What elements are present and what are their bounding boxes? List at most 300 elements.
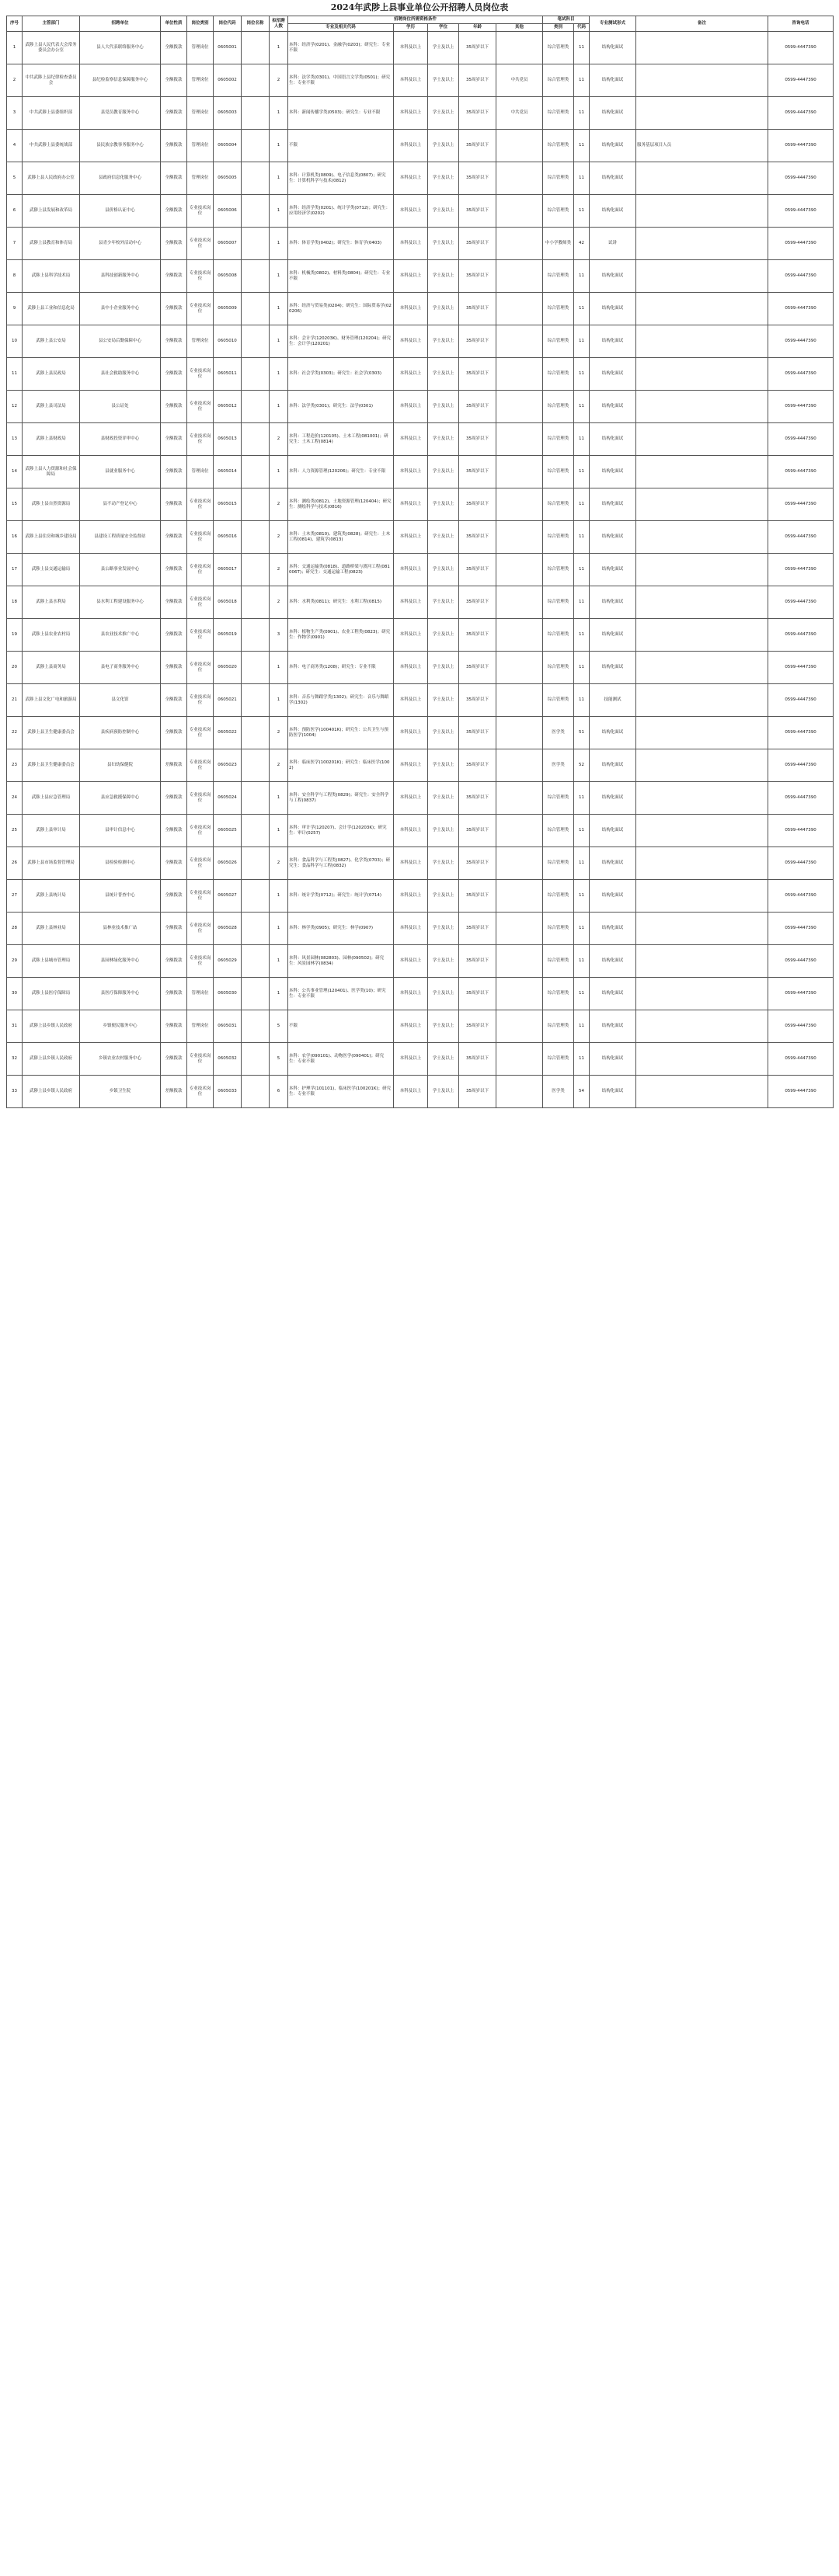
cell-etype: 综合管理类 xyxy=(543,391,574,423)
cell-degree: 学士及以上 xyxy=(428,97,459,130)
cell-remark xyxy=(636,945,768,978)
cell-age: 35周岁以下 xyxy=(459,717,496,749)
cell-dept: 武陟上县财政局 xyxy=(23,423,80,456)
table-row xyxy=(7,586,834,619)
cell-degree: 学士及以上 xyxy=(428,782,459,815)
cell-name xyxy=(242,521,270,554)
cell-age: 35周岁以下 xyxy=(459,847,496,880)
cell-code: 0605032 xyxy=(214,1043,242,1076)
cell-name xyxy=(242,358,270,391)
cell-degree: 学士及以上 xyxy=(428,195,459,228)
cell-nature: 全额拨款 xyxy=(161,358,187,391)
cell-code: 0605016 xyxy=(214,521,242,554)
cell-unit: 县公安局后勤保障中心 xyxy=(80,325,161,358)
cell-unit: 县价格认证中心 xyxy=(80,195,161,228)
cell-degree: 学士及以上 xyxy=(428,391,459,423)
cell-interview: 结构化面试 xyxy=(590,162,636,195)
cell-num: 1 xyxy=(270,97,288,130)
cell-degree: 学士及以上 xyxy=(428,32,459,64)
cell-nature: 全额拨款 xyxy=(161,782,187,815)
cell-unit: 县园林绿化服务中心 xyxy=(80,945,161,978)
cell-edu: 本科及以上 xyxy=(394,978,428,1010)
cell-degree: 学士及以上 xyxy=(428,1010,459,1043)
cell-degree: 学士及以上 xyxy=(428,913,459,945)
cell-edu: 本科及以上 xyxy=(394,913,428,945)
cell-other xyxy=(496,684,543,717)
cell-degree: 学士及以上 xyxy=(428,880,459,913)
header-exam-code: 代码 xyxy=(574,24,590,32)
cell-etype: 综合管理类 xyxy=(543,880,574,913)
cell-age: 35周岁以下 xyxy=(459,1010,496,1043)
cell-num: 5 xyxy=(270,1010,288,1043)
cell-phone: 0599-4447390 xyxy=(768,847,834,880)
cell-dept: 武陟上县工业和信息化局 xyxy=(23,293,80,325)
cell-unit: 县统计普查中心 xyxy=(80,880,161,913)
cell-major: 本科：植物生产类(0901)、农业工程类(0823)；研究生：作物学(0901) xyxy=(288,619,394,652)
cell-code: 0605027 xyxy=(214,880,242,913)
cell-interview: 结构化面试 xyxy=(590,1010,636,1043)
cell-name xyxy=(242,684,270,717)
cell-phone: 0599-4447390 xyxy=(768,260,834,293)
cell-edu: 本科及以上 xyxy=(394,97,428,130)
cell-degree: 学士及以上 xyxy=(428,64,459,97)
cell-name xyxy=(242,32,270,64)
cell-name xyxy=(242,97,270,130)
cell-interview: 结构化面试 xyxy=(590,325,636,358)
cell-degree: 学士及以上 xyxy=(428,652,459,684)
cell-nature: 全额拨款 xyxy=(161,717,187,749)
table-row xyxy=(7,488,834,521)
header-phone: 咨询电话 xyxy=(768,16,834,32)
cell-edu: 本科及以上 xyxy=(394,880,428,913)
cell-no: 29 xyxy=(7,945,23,978)
header-no: 序号 xyxy=(7,16,23,32)
cell-etype: 中小学教师类 xyxy=(543,228,574,260)
cell-etype: 综合管理类 xyxy=(543,1010,574,1043)
cell-major: 本科：公共事业管理(120401)、医学类(10)；研究生：专业不限 xyxy=(288,978,394,1010)
cell-dept: 武陟上县自然资源局 xyxy=(23,488,80,521)
cell-dept: 武陟上县审计局 xyxy=(23,815,80,847)
cell-dept: 武陟上县人民政府办公室 xyxy=(23,162,80,195)
cell-code: 0605025 xyxy=(214,815,242,847)
cell-dept: 中共武陟上县委统战部 xyxy=(23,130,80,162)
cell-num: 6 xyxy=(270,1076,288,1108)
cell-unit: 乡镇便民服务中心 xyxy=(80,1010,161,1043)
cell-age: 35周岁以下 xyxy=(459,945,496,978)
cell-ecode: 11 xyxy=(574,456,590,488)
cell-phone: 0599-4447390 xyxy=(768,913,834,945)
cell-interview: 试讲 xyxy=(590,228,636,260)
cell-etype: 综合管理类 xyxy=(543,521,574,554)
cell-name xyxy=(242,1043,270,1076)
cell-unit: 县社会救助服务中心 xyxy=(80,358,161,391)
cell-cat: 管理岗位 xyxy=(187,32,214,64)
cell-other xyxy=(496,488,543,521)
header-age: 年龄 xyxy=(459,24,496,32)
cell-etype: 综合管理类 xyxy=(543,847,574,880)
cell-num: 2 xyxy=(270,423,288,456)
cell-other xyxy=(496,456,543,488)
cell-dept: 武陟上县民政局 xyxy=(23,358,80,391)
cell-num: 2 xyxy=(270,521,288,554)
table-row xyxy=(7,456,834,488)
cell-major: 本科：预防医学(100401K)；研究生：公共卫生与预防医学(1004) xyxy=(288,717,394,749)
cell-other: 中共党员 xyxy=(496,97,543,130)
cell-dept: 武陟上县交通运输局 xyxy=(23,554,80,586)
cell-phone: 0599-4447390 xyxy=(768,880,834,913)
cell-remark xyxy=(636,325,768,358)
cell-other: 中共党员 xyxy=(496,64,543,97)
cell-no: 4 xyxy=(7,130,23,162)
cell-ecode: 11 xyxy=(574,586,590,619)
cell-dept: 武陟上县卫生健康委员会 xyxy=(23,749,80,782)
cell-code: 0605001 xyxy=(214,32,242,64)
cell-other xyxy=(496,391,543,423)
cell-num: 1 xyxy=(270,228,288,260)
cell-interview: 结构化面试 xyxy=(590,64,636,97)
cell-dept: 武陟上县人民代表大会常务委员会办公室 xyxy=(23,32,80,64)
cell-unit: 县林业技术推广站 xyxy=(80,913,161,945)
cell-other xyxy=(496,162,543,195)
cell-cat: 专业技术岗位 xyxy=(187,847,214,880)
cell-unit: 县建设工程质量安全监督站 xyxy=(80,521,161,554)
cell-cat: 专业技术岗位 xyxy=(187,521,214,554)
cell-age: 35周岁以下 xyxy=(459,1076,496,1108)
cell-num: 1 xyxy=(270,195,288,228)
cell-interview: 结构化面试 xyxy=(590,978,636,1010)
cell-unit: 县就业服务中心 xyxy=(80,456,161,488)
cell-no: 3 xyxy=(7,97,23,130)
table-row xyxy=(7,913,834,945)
header-post-cat: 岗位类别 xyxy=(187,16,214,32)
cell-major: 本科：经济与贸易类(0204)；研究生：国际贸易学(020206) xyxy=(288,293,394,325)
cell-no: 1 xyxy=(7,32,23,64)
cell-dept: 武陟上县医疗保障局 xyxy=(23,978,80,1010)
cell-major: 本科：风景园林(082803)、园林(090502)；研究生：风景园林学(0834) xyxy=(288,945,394,978)
cell-nature: 全额拨款 xyxy=(161,521,187,554)
cell-remark xyxy=(636,228,768,260)
header-nature: 单位性质 xyxy=(161,16,187,32)
cell-edu: 本科及以上 xyxy=(394,391,428,423)
cell-other xyxy=(496,815,543,847)
cell-nature: 全额拨款 xyxy=(161,913,187,945)
cell-phone: 0599-4447390 xyxy=(768,1076,834,1108)
table-row xyxy=(7,162,834,195)
cell-edu: 本科及以上 xyxy=(394,847,428,880)
cell-dept: 武陟上县商务局 xyxy=(23,652,80,684)
cell-nature: 全额拨款 xyxy=(161,228,187,260)
cell-no: 20 xyxy=(7,652,23,684)
cell-unit: 县科技创新服务中心 xyxy=(80,260,161,293)
cell-dept: 武陟上县公安局 xyxy=(23,325,80,358)
header-exam-type: 类别 xyxy=(543,24,574,32)
cell-cat: 管理岗位 xyxy=(187,1010,214,1043)
cell-unit: 县公路事业发展中心 xyxy=(80,554,161,586)
cell-nature: 全额拨款 xyxy=(161,260,187,293)
cell-code: 0605008 xyxy=(214,260,242,293)
cell-major: 本科：会计学(120203K)、财务管理(120204)；研究生：会计学(120201) xyxy=(288,325,394,358)
cell-etype: 医学类 xyxy=(543,1076,574,1108)
cell-no: 21 xyxy=(7,684,23,717)
cell-no: 5 xyxy=(7,162,23,195)
cell-degree: 学士及以上 xyxy=(428,945,459,978)
cell-edu: 本科及以上 xyxy=(394,652,428,684)
cell-remark xyxy=(636,978,768,1010)
cell-nature: 全额拨款 xyxy=(161,162,187,195)
cell-other xyxy=(496,847,543,880)
cell-unit: 县水利工程建设服务中心 xyxy=(80,586,161,619)
cell-degree: 学士及以上 xyxy=(428,488,459,521)
cell-cat: 专业技术岗位 xyxy=(187,488,214,521)
cell-degree: 学士及以上 xyxy=(428,521,459,554)
cell-unit: 县妇幼保健院 xyxy=(80,749,161,782)
cell-ecode: 11 xyxy=(574,815,590,847)
cell-interview: 结构化面试 xyxy=(590,488,636,521)
cell-cat: 专业技术岗位 xyxy=(187,684,214,717)
cell-unit: 县人大代表联络服务中心 xyxy=(80,32,161,64)
cell-code: 0605021 xyxy=(214,684,242,717)
table-row xyxy=(7,423,834,456)
cell-other xyxy=(496,293,543,325)
cell-major: 本科：交通运输类(0818)、道路桥梁与渡河工程(081006T)；研究生：交通运输工程(0823) xyxy=(288,554,394,586)
cell-nature: 全额拨款 xyxy=(161,652,187,684)
cell-unit: 县疾病预防控制中心 xyxy=(80,717,161,749)
cell-dept: 武陟上县乡镇人民政府 xyxy=(23,1010,80,1043)
cell-age: 35周岁以下 xyxy=(459,64,496,97)
cell-age: 35周岁以下 xyxy=(459,782,496,815)
cell-ecode: 11 xyxy=(574,195,590,228)
cell-interview: 结构化面试 xyxy=(590,554,636,586)
cell-num: 2 xyxy=(270,717,288,749)
cell-other xyxy=(496,195,543,228)
cell-num: 1 xyxy=(270,782,288,815)
cell-no: 6 xyxy=(7,195,23,228)
cell-nature: 差额拨款 xyxy=(161,1076,187,1108)
cell-degree: 学士及以上 xyxy=(428,325,459,358)
cell-other xyxy=(496,554,543,586)
cell-major: 本科：测绘类(0812)、土地资源管理(120404)；研究生：测绘科学与技术(0816) xyxy=(288,488,394,521)
cell-phone: 0599-4447390 xyxy=(768,619,834,652)
cell-nature: 全额拨款 xyxy=(161,554,187,586)
table-row xyxy=(7,815,834,847)
cell-interview: 结构化面试 xyxy=(590,586,636,619)
cell-etype: 综合管理类 xyxy=(543,64,574,97)
cell-ecode: 11 xyxy=(574,554,590,586)
cell-code: 0605017 xyxy=(214,554,242,586)
cell-degree: 学士及以上 xyxy=(428,456,459,488)
cell-major: 本科：体育学类(0402)；研究生：体育学(0403) xyxy=(288,228,394,260)
page-title: 2024年武陟上县事业单位公开招聘人员岗位表 xyxy=(330,2,509,12)
cell-code: 0605005 xyxy=(214,162,242,195)
cell-other xyxy=(496,652,543,684)
cell-code: 0605023 xyxy=(214,749,242,782)
cell-edu: 本科及以上 xyxy=(394,945,428,978)
cell-no: 19 xyxy=(7,619,23,652)
cell-major: 本科：安全科学与工程类(0829)；研究生：安全科学与工程(0837) xyxy=(288,782,394,815)
cell-etype: 综合管理类 xyxy=(543,358,574,391)
table-row xyxy=(7,325,834,358)
cell-num: 2 xyxy=(270,847,288,880)
table-row xyxy=(7,97,834,130)
cell-cat: 专业技术岗位 xyxy=(187,880,214,913)
cell-interview: 结构化面试 xyxy=(590,456,636,488)
cell-name xyxy=(242,717,270,749)
cell-code: 0605012 xyxy=(214,391,242,423)
cell-etype: 综合管理类 xyxy=(543,488,574,521)
cell-cat: 管理岗位 xyxy=(187,64,214,97)
cell-edu: 本科及以上 xyxy=(394,358,428,391)
cell-cat: 专业技术岗位 xyxy=(187,586,214,619)
cell-name xyxy=(242,586,270,619)
cell-edu: 本科及以上 xyxy=(394,684,428,717)
cell-phone: 0599-4447390 xyxy=(768,521,834,554)
cell-cat: 专业技术岗位 xyxy=(187,717,214,749)
cell-code: 0605018 xyxy=(214,586,242,619)
cell-other xyxy=(496,619,543,652)
cell-degree: 学士及以上 xyxy=(428,815,459,847)
cell-edu: 本科及以上 xyxy=(394,130,428,162)
cell-phone: 0599-4447390 xyxy=(768,97,834,130)
cell-unit: 县电子商务服务中心 xyxy=(80,652,161,684)
cell-dept: 武陟上县科学技术局 xyxy=(23,260,80,293)
cell-no: 15 xyxy=(7,488,23,521)
cell-unit: 县党员教育服务中心 xyxy=(80,97,161,130)
cell-code: 0605026 xyxy=(214,847,242,880)
cell-degree: 学士及以上 xyxy=(428,847,459,880)
cell-cat: 专业技术岗位 xyxy=(187,913,214,945)
cell-ecode: 11 xyxy=(574,64,590,97)
cell-etype: 综合管理类 xyxy=(543,586,574,619)
cell-major: 不限 xyxy=(288,130,394,162)
cell-other xyxy=(496,521,543,554)
cell-edu: 本科及以上 xyxy=(394,195,428,228)
cell-ecode: 11 xyxy=(574,978,590,1010)
cell-cat: 管理岗位 xyxy=(187,130,214,162)
cell-age: 35周岁以下 xyxy=(459,162,496,195)
cell-edu: 本科及以上 xyxy=(394,325,428,358)
cell-major: 本科：人力资源管理(120206)；研究生：专业不限 xyxy=(288,456,394,488)
table-row xyxy=(7,130,834,162)
cell-name xyxy=(242,195,270,228)
table-row xyxy=(7,945,834,978)
cell-dept: 武陟上县文化广电和旅游局 xyxy=(23,684,80,717)
cell-interview: 结构化面试 xyxy=(590,913,636,945)
cell-etype: 综合管理类 xyxy=(543,945,574,978)
cell-name xyxy=(242,162,270,195)
cell-num: 2 xyxy=(270,749,288,782)
cell-num: 1 xyxy=(270,358,288,391)
cell-edu: 本科及以上 xyxy=(394,586,428,619)
cell-phone: 0599-4447390 xyxy=(768,391,834,423)
table-row xyxy=(7,32,834,64)
cell-other xyxy=(496,749,543,782)
table-row xyxy=(7,847,834,880)
cell-age: 35周岁以下 xyxy=(459,260,496,293)
cell-edu: 本科及以上 xyxy=(394,619,428,652)
cell-num: 2 xyxy=(270,554,288,586)
cell-nature: 全额拨款 xyxy=(161,619,187,652)
cell-etype: 综合管理类 xyxy=(543,130,574,162)
cell-edu: 本科及以上 xyxy=(394,32,428,64)
table-row xyxy=(7,782,834,815)
cell-interview: 结构化面试 xyxy=(590,619,636,652)
cell-code: 0605003 xyxy=(214,97,242,130)
cell-age: 35周岁以下 xyxy=(459,97,496,130)
cell-interview: 结构化面试 xyxy=(590,391,636,423)
cell-num: 1 xyxy=(270,652,288,684)
cell-ecode: 11 xyxy=(574,358,590,391)
cell-other xyxy=(496,880,543,913)
cell-unit: 县审计信息中心 xyxy=(80,815,161,847)
cell-age: 35周岁以下 xyxy=(459,554,496,586)
cell-etype: 综合管理类 xyxy=(543,32,574,64)
cell-edu: 本科及以上 xyxy=(394,521,428,554)
cell-degree: 学士及以上 xyxy=(428,358,459,391)
cell-age: 35周岁以下 xyxy=(459,358,496,391)
cell-code: 0605029 xyxy=(214,945,242,978)
cell-age: 35周岁以下 xyxy=(459,749,496,782)
cell-name xyxy=(242,1010,270,1043)
cell-dept: 武陟上县住房和城乡建设局 xyxy=(23,521,80,554)
cell-name xyxy=(242,749,270,782)
cell-degree: 学士及以上 xyxy=(428,1043,459,1076)
cell-no: 28 xyxy=(7,913,23,945)
cell-remark xyxy=(636,1076,768,1108)
table-row xyxy=(7,195,834,228)
cell-ecode: 54 xyxy=(574,1076,590,1108)
cell-dept: 武陟上县应急管理局 xyxy=(23,782,80,815)
cell-cat: 专业技术岗位 xyxy=(187,1076,214,1108)
cell-code: 0605010 xyxy=(214,325,242,358)
cell-name xyxy=(242,423,270,456)
cell-etype: 综合管理类 xyxy=(543,652,574,684)
cell-degree: 学士及以上 xyxy=(428,423,459,456)
cell-etype: 综合管理类 xyxy=(543,815,574,847)
cell-unit: 县应急救援保障中心 xyxy=(80,782,161,815)
table-row xyxy=(7,1043,834,1076)
cell-dept: 武陟上县人力资源和社会保障局 xyxy=(23,456,80,488)
cell-code: 0605022 xyxy=(214,717,242,749)
cell-ecode: 11 xyxy=(574,945,590,978)
cell-major: 不限 xyxy=(288,1010,394,1043)
cell-name xyxy=(242,391,270,423)
cell-etype: 综合管理类 xyxy=(543,456,574,488)
cell-dept: 武陟上县水利局 xyxy=(23,586,80,619)
cell-remark xyxy=(636,815,768,847)
table-row xyxy=(7,521,834,554)
cell-other xyxy=(496,945,543,978)
cell-nature: 全额拨款 xyxy=(161,684,187,717)
cell-age: 35周岁以下 xyxy=(459,978,496,1010)
cell-remark xyxy=(636,293,768,325)
cell-etype: 综合管理类 xyxy=(543,97,574,130)
cell-age: 35周岁以下 xyxy=(459,325,496,358)
cell-no: 18 xyxy=(7,586,23,619)
cell-phone: 0599-4447390 xyxy=(768,945,834,978)
cell-num: 1 xyxy=(270,978,288,1010)
cell-edu: 本科及以上 xyxy=(394,1043,428,1076)
cell-cat: 专业技术岗位 xyxy=(187,652,214,684)
cell-nature: 全额拨款 xyxy=(161,97,187,130)
cell-name xyxy=(242,1076,270,1108)
cell-ecode: 11 xyxy=(574,619,590,652)
cell-etype: 综合管理类 xyxy=(543,423,574,456)
cell-etype: 综合管理类 xyxy=(543,1043,574,1076)
cell-degree: 学士及以上 xyxy=(428,293,459,325)
table-row xyxy=(7,228,834,260)
header-major: 专业及相关代码 xyxy=(288,24,394,32)
cell-other xyxy=(496,978,543,1010)
